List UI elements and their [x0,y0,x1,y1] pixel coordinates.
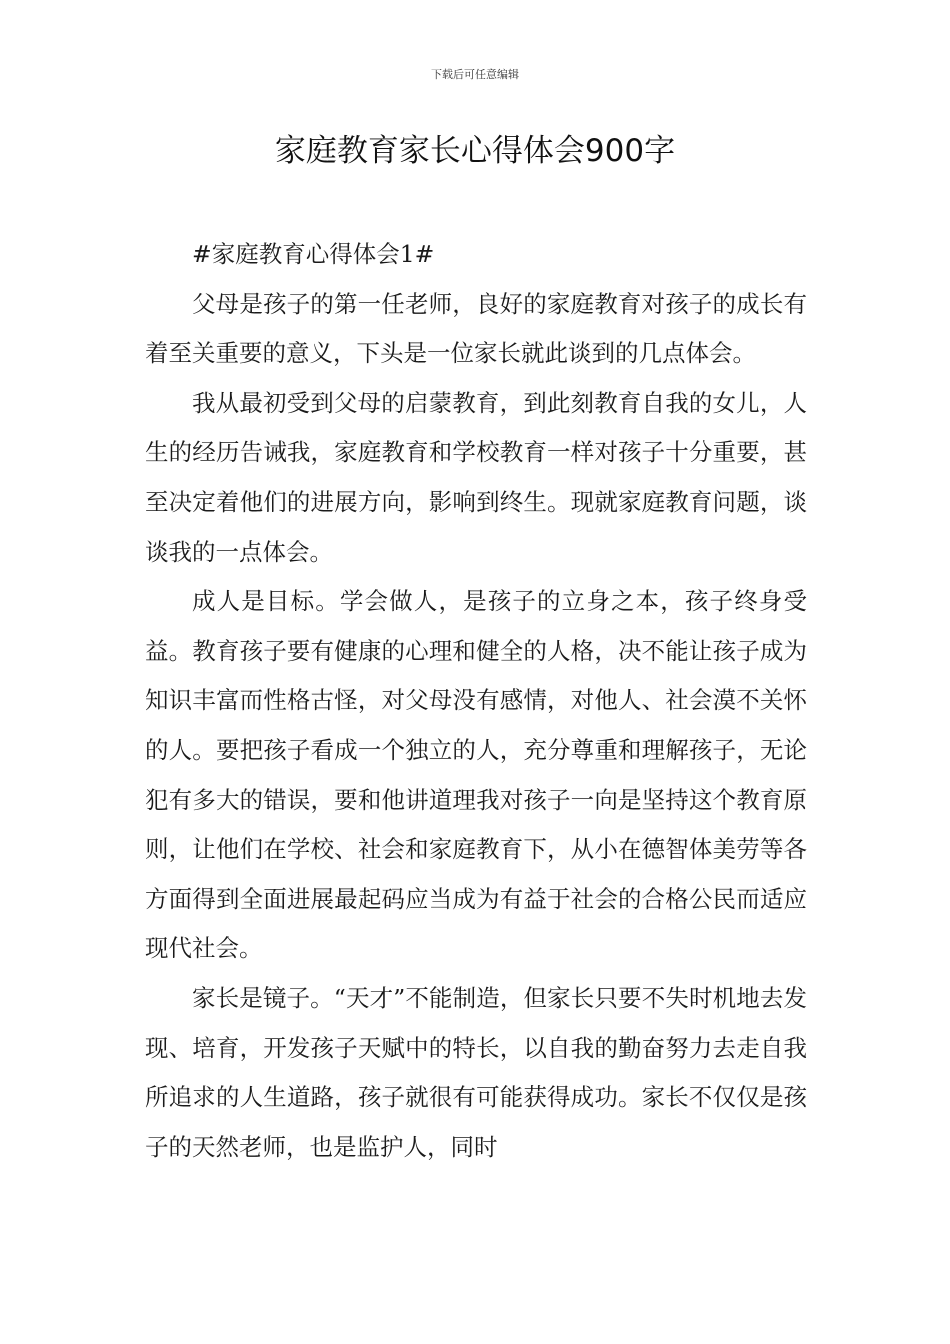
paragraph: 成人是目标。学会做人，是孩子的立身之本，孩子终身受益。教育孩子要有健康的心理和健全的人格，决不能让孩子成为知识丰富而性格古怪，对父母没有感情，对他人、社会漠不关怀的人。要把孩子看成一个独立的人，充分尊重和理解孩子，无论犯有多大的错误，要和他讲道理我对孩子一向是坚持这个教育原则，让他们在学校、社会和家庭教育下，从小在德智体美劳等各方面得到全面进展最起码应当成为有益于社会的合格公民而适应现代社会。 [145,587,807,963]
paragraph: 家长是镜子。“天才”不能制造，但家长只要不失时机地去发现、培育，开发孩子天赋中的特长，以自我的勤奋努力去走自我所追求的人生道路，孩子就很有可能获得成功。家长不仅仅是孩子的天然老师，也是监护人，同时 [145,983,807,1161]
document-body [145,230,807,1172]
section-heading: #家庭教育心得体会1# [192,240,435,268]
paragraph: 父母是孩子的第一任老师，良好的家庭教育对孩子的成长有着至关重要的意义，下头是一位家长就此谈到的几点体会。 [145,289,807,368]
header-note: 下载后可任意编辑 [431,68,519,81]
paragraph: 我从最初受到父母的启蒙教育，到此刻教育自我的女儿，人生的经历告诫我，家庭教育和学校教育一样对孩子十分重要，甚至决定着他们的进展方向，影响到终生。现就家庭教育问题，谈谈我的一点体会。 [145,388,807,566]
document-title: 家庭教育家长心得体会900字 [274,133,676,169]
